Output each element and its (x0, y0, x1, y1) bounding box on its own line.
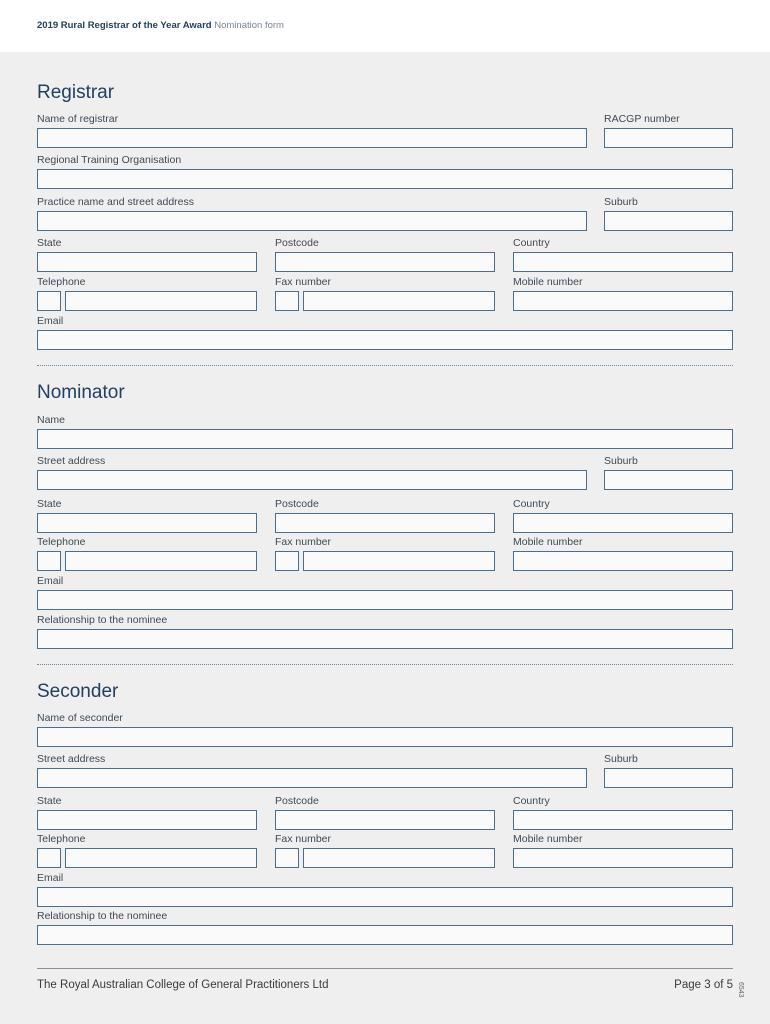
registrar-fax-field[interactable] (303, 291, 495, 311)
registrar-racgp-field[interactable] (604, 128, 733, 148)
registrar-heading: Registrar (37, 82, 115, 103)
nominator-telephone-label: Telephone (37, 536, 86, 548)
nominator-name-label: Name (37, 414, 66, 426)
registrar-telephone-label: Telephone (37, 276, 86, 288)
section-divider (37, 365, 733, 366)
document-title (37, 20, 284, 31)
registrar-suburb-field[interactable] (604, 211, 733, 231)
seconder-relationship-label: Relationship to the nominee (37, 910, 168, 922)
seconder-heading: Seconder (37, 681, 119, 702)
nominator-relationship-field[interactable] (37, 629, 733, 649)
nominator-relationship-label: Relationship to the nominee (37, 614, 168, 626)
seconder-fax-field[interactable] (303, 848, 495, 868)
seconder-telephone-area-field[interactable] (37, 848, 61, 868)
nominator-postcode-label: Postcode (275, 498, 319, 510)
document-code: 6543 (737, 982, 744, 998)
seconder-postcode-label: Postcode (275, 795, 319, 807)
nominator-fax-label: Fax number (275, 536, 332, 548)
nominator-country-field[interactable] (513, 513, 733, 533)
nominator-email-label: Email (37, 575, 64, 587)
seconder-name-field[interactable] (37, 727, 733, 747)
registrar-fax-area-field[interactable] (275, 291, 299, 311)
nominator-suburb-label: Suburb (604, 455, 638, 467)
nominator-street-label: Street address (37, 455, 106, 467)
nominator-heading: Nominator (37, 382, 125, 403)
registrar-rto-field[interactable] (37, 169, 733, 189)
header-bar (0, 0, 770, 52)
registrar-state-label: State (37, 237, 62, 249)
seconder-country-field[interactable] (513, 810, 733, 830)
registrar-email-label: Email (37, 315, 64, 327)
nominator-email-field[interactable] (37, 590, 733, 610)
section-divider (37, 664, 733, 665)
document-title-subtitle: Nomination form (214, 20, 284, 31)
seconder-suburb-field[interactable] (604, 768, 733, 788)
registrar-name-label: Name of registrar (37, 113, 119, 125)
nominator-fax-area-field[interactable] (275, 551, 299, 571)
nominator-telephone-area-field[interactable] (37, 551, 61, 571)
registrar-rto-label: Regional Training Organisation (37, 154, 182, 166)
registrar-country-label: Country (513, 237, 550, 249)
registrar-postcode-label: Postcode (275, 237, 319, 249)
registrar-fax-label: Fax number (275, 276, 332, 288)
seconder-street-field[interactable] (37, 768, 587, 788)
registrar-state-field[interactable] (37, 252, 257, 272)
seconder-postcode-field[interactable] (275, 810, 495, 830)
nominator-state-label: State (37, 498, 62, 510)
seconder-street-label: Street address (37, 753, 106, 765)
registrar-country-field[interactable] (513, 252, 733, 272)
registrar-email-field[interactable] (37, 330, 733, 350)
nominator-mobile-field[interactable] (513, 551, 733, 571)
seconder-state-field[interactable] (37, 810, 257, 830)
document-title-bold: 2019 Rural Registrar of the Year Award (37, 20, 212, 31)
nominator-fax-field[interactable] (303, 551, 495, 571)
seconder-relationship-field[interactable] (37, 925, 733, 945)
nominator-mobile-label: Mobile number (513, 536, 583, 548)
page-number: Page 3 of 5 (674, 979, 733, 991)
nominator-postcode-field[interactable] (275, 513, 495, 533)
seconder-telephone-label: Telephone (37, 833, 86, 845)
nominator-country-label: Country (513, 498, 550, 510)
seconder-email-label: Email (37, 872, 64, 884)
registrar-suburb-label: Suburb (604, 196, 638, 208)
registrar-practice-field[interactable] (37, 211, 587, 231)
registrar-racgp-label: RACGP number (604, 113, 680, 125)
nominator-name-field[interactable] (37, 429, 733, 449)
seconder-name-label: Name of seconder (37, 712, 123, 724)
registrar-name-field[interactable] (37, 128, 587, 148)
seconder-fax-label: Fax number (275, 833, 332, 845)
nominator-state-field[interactable] (37, 513, 257, 533)
footer-organisation: The Royal Australian College of General Practitioners Ltd (37, 979, 329, 991)
seconder-email-field[interactable] (37, 887, 733, 907)
registrar-postcode-field[interactable] (275, 252, 495, 272)
seconder-suburb-label: Suburb (604, 753, 638, 765)
footer-rule (37, 968, 733, 969)
registrar-telephone-area-field[interactable] (37, 291, 61, 311)
seconder-country-label: Country (513, 795, 550, 807)
seconder-fax-area-field[interactable] (275, 848, 299, 868)
registrar-mobile-field[interactable] (513, 291, 733, 311)
seconder-mobile-field[interactable] (513, 848, 733, 868)
registrar-telephone-field[interactable] (65, 291, 257, 311)
nominator-suburb-field[interactable] (604, 470, 733, 490)
registrar-mobile-label: Mobile number (513, 276, 583, 288)
nominator-street-field[interactable] (37, 470, 587, 490)
seconder-state-label: State (37, 795, 62, 807)
registrar-practice-label: Practice name and street address (37, 196, 194, 208)
seconder-mobile-label: Mobile number (513, 833, 583, 845)
nominator-telephone-field[interactable] (65, 551, 257, 571)
seconder-telephone-field[interactable] (65, 848, 257, 868)
